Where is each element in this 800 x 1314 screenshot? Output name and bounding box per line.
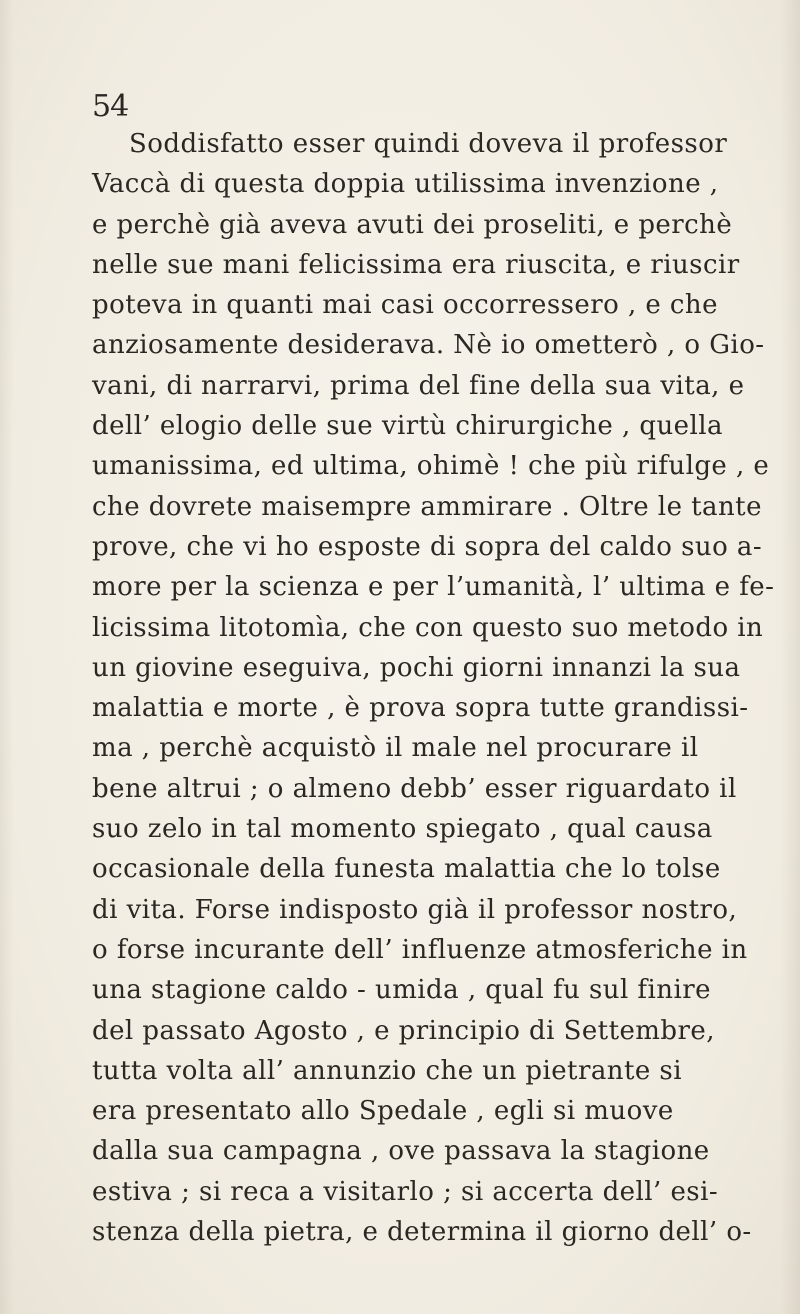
text-line: era presentato allo Spedale , egli si muove	[92, 1096, 674, 1127]
page-edge-shadow-left	[0, 0, 14, 1314]
text-line: stenza della pietra, e determina il giorno dell’ o-	[92, 1217, 752, 1248]
text-line: nelle sue mani felicissima era riuscita, e riuscir	[92, 249, 740, 280]
text-line: del passato Agosto , e principio di Settembre,	[92, 1015, 715, 1046]
text-line: anziosamente desiderava. Nè io ometterò , o Gio-	[92, 330, 765, 361]
text-line: di vita. Forse indisposto già il professor nostro,	[92, 894, 738, 925]
text-line: dell’ elogio delle sue virtù chirurgiche , quella	[92, 411, 723, 442]
text-line: occasionale della funesta malattia che lo tolse	[92, 854, 721, 885]
text-line: poteva in quanti mai casi occorressero , e che	[92, 290, 718, 321]
page-number: 54	[92, 89, 129, 124]
text-line: suo zelo in tal momento spiegato , qual causa	[92, 814, 713, 845]
body-text	[92, 124, 798, 1252]
text-line: o forse incurante dell’ influenze atmosferiche in	[92, 934, 748, 965]
text-line: tutta volta all’ annunzio che un pietrante si	[92, 1055, 682, 1086]
text-line: ma , perchè acquistò il male nel procurare il	[92, 733, 699, 764]
text-line: vani, di narrarvi, prima del fine della sua vita, e	[92, 370, 745, 401]
text-line: umanissima, ed ultima, ohimè ! che più rifulge , e	[92, 451, 770, 482]
text-line: malattia e morte , è prova sopra tutte grandissi-	[92, 693, 749, 724]
text-line: Vaccà di questa doppia utilissima invenzione ,	[92, 169, 719, 200]
text-line: prove, che vi ho esposte di sopra del caldo suo a-	[92, 531, 763, 562]
text-line: dalla sua campagna , ove passava la stagione	[92, 1136, 710, 1167]
text-line: e perchè già aveva avuti dei proseliti, e perchè	[92, 209, 733, 240]
text-line: estiva ; si reca a visitarlo ; si accerta dell’ esi-	[92, 1176, 719, 1207]
text-line: Soddisfatto esser quindi doveva il professor	[129, 129, 728, 159]
text-line: bene altrui ; o almeno debb’ esser riguardato il	[92, 773, 737, 804]
text-line: licissima litotomìa, che con questo suo metodo in	[92, 612, 764, 643]
text-line: un giovine eseguiva, pochi giorni innanzi la sua	[92, 652, 741, 683]
text-line: una stagione caldo - umida , qual fu sul finire	[92, 975, 711, 1006]
text-line: more per la scienza e per l’umanità, l’ ultima e fe-	[92, 572, 775, 603]
text-line: che dovrete maisempre ammirare . Oltre le tante	[92, 491, 762, 522]
